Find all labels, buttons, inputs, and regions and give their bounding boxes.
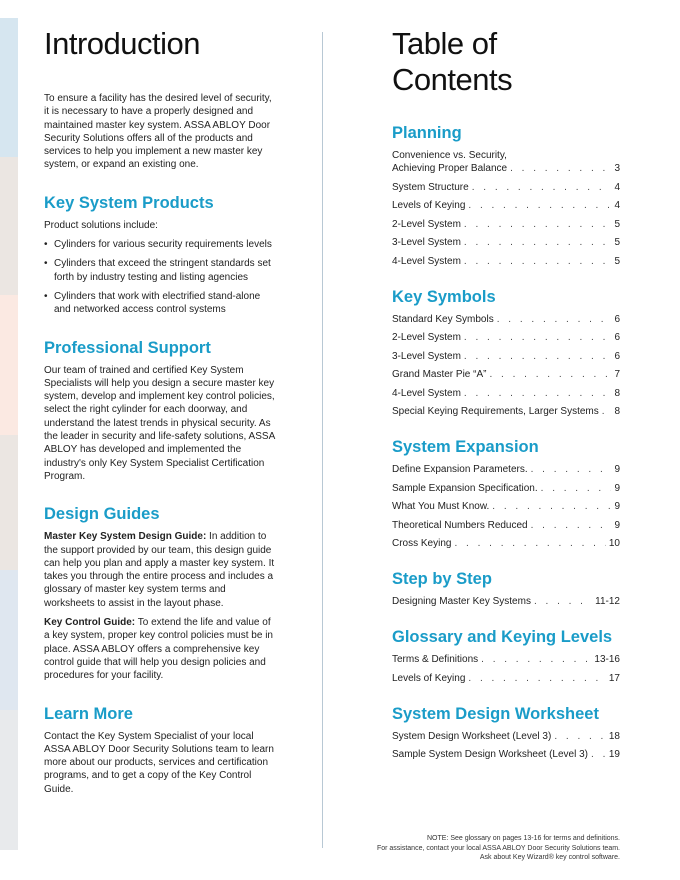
intro-paragraph: To ensure a facility has the desired level of security, it is necessary to have a properly designed and maintained master key system. ASSA ABLOY Door Security Solutions offers all of the products and services to help you implement a new master key system, or expand an existing one. — [44, 93, 272, 171]
leader-dots — [464, 387, 612, 400]
toc-page-number: 5 — [614, 255, 620, 267]
key-control-label: Key Control Guide: — [44, 617, 136, 629]
support-paragraph: Our team of trained and certified Key System Specialists will help you design a secure master key system, develop and implement key control policies, select the right cylinder for each doorway, and understand the latest trends in physical security. As the leader in security and life-safety solutions, ASSA ABLOY has developed and implemented the industry's only Key System Specialist Certification Program. — [44, 364, 275, 482]
toc-page-number: 11-12 — [595, 596, 620, 607]
toc-section-heading: Glossary and Keying Levels — [392, 628, 613, 646]
toc-entry-label: Levels of Keying — [392, 200, 466, 211]
list-item: • Cylinders that exceed the stringent standards set forth by industry testing and listing agencies — [44, 257, 276, 284]
toc-entry[interactable] — [392, 672, 620, 685]
toc-title: Table of Contents — [392, 26, 513, 97]
toc-entry-label: Designing Master Key Systems — [392, 596, 531, 607]
leader-dots — [489, 368, 611, 381]
toc-page-number: 6 — [614, 313, 620, 325]
toc-entry-label: System Design Worksheet (Level 3) — [392, 730, 552, 742]
toc-entry-label: Define Expansion Parameters. — [392, 464, 528, 475]
products-lead: Product solutions include: — [44, 219, 158, 231]
toc-page-number: 8 — [614, 406, 620, 417]
leader-dots — [464, 218, 612, 231]
toc-entry-label: 4-Level System — [392, 387, 461, 399]
leader-dots — [602, 405, 612, 418]
note-line: NOTE: See glossary on pages 13-16 for terms and definitions. — [427, 835, 620, 842]
key-system-products-heading: Key System Products — [44, 193, 214, 212]
toc-entry-label: Levels of Keying — [392, 672, 466, 684]
toc-entry[interactable] — [392, 482, 620, 495]
toc-page-number: 8 — [614, 387, 620, 399]
toc-entry-label: Terms & Definitions — [392, 654, 479, 665]
leader-dots — [541, 482, 612, 495]
toc-entry[interactable] — [392, 149, 620, 175]
toc-entry-label: Sample Expansion Specification. — [392, 482, 538, 494]
toc-entry[interactable] — [392, 255, 620, 268]
toc-entry-label: 2-Level System — [392, 332, 461, 343]
leader-dots — [464, 331, 612, 344]
learn-more-paragraph: Contact the Key System Specialist of your local ASSA ABLOY Door Security Solutions team to learn more about our products, services and certification programs, and to get a copy of the Key Control Guide. — [44, 730, 274, 795]
leader-dots — [531, 463, 612, 476]
toc-entry-label: What You Must Know. — [392, 501, 490, 512]
design-guides-heading: Design Guides — [44, 505, 160, 524]
leader-dots — [464, 255, 612, 268]
toc-page-number: 5 — [614, 237, 620, 248]
toc-entry-label: 2-Level System — [392, 218, 461, 230]
toc-page-number: 6 — [614, 350, 620, 362]
toc-entry-label: Grand Master Pie “A” — [392, 369, 487, 380]
leader-dots — [492, 500, 611, 513]
toc-entry[interactable] — [392, 387, 620, 400]
column-divider — [322, 32, 323, 848]
products-list — [44, 238, 276, 316]
design-guide-label: Master Key System Design Guide: — [44, 531, 207, 543]
toc-page-number: 4 — [614, 200, 620, 211]
toc-entry-label: Special Keying Requirements, Larger Systems — [392, 406, 599, 417]
color-stripe — [0, 570, 18, 710]
toc-entry-label: 3-Level System — [392, 237, 461, 248]
toc-entry[interactable] — [392, 500, 620, 513]
color-stripe — [0, 435, 18, 570]
toc-entry[interactable] — [392, 748, 620, 761]
leader-dots — [454, 537, 605, 550]
toc-entry-label: 3-Level System — [392, 350, 461, 362]
toc-page-number: 9 — [614, 519, 620, 531]
toc-page-number: 18 — [608, 730, 620, 742]
toc-page-number: 6 — [614, 332, 620, 343]
note-line: Ask about Key Wizard® key control software. — [479, 854, 620, 861]
toc-entry[interactable] — [392, 595, 620, 608]
leader-dots — [468, 199, 611, 212]
leader-dots — [464, 236, 612, 249]
toc-section-heading: System Design Worksheet — [392, 704, 599, 723]
key-control-paragraph — [44, 616, 276, 682]
toc-page-number: 19 — [608, 749, 620, 760]
toc-entry[interactable] — [392, 313, 620, 326]
learn-more-heading: Learn More — [44, 704, 133, 723]
toc-entry-label: Standard Key Symbols — [392, 313, 494, 325]
toc-page-number: 9 — [614, 501, 620, 512]
leader-dots — [497, 313, 612, 326]
leader-dots — [554, 730, 606, 743]
color-stripe — [0, 18, 18, 157]
leader-dots — [481, 653, 591, 666]
introduction-column — [44, 26, 276, 802]
toc-entry-label: 4-Level System — [392, 255, 461, 267]
toc-page-number: 4 — [614, 181, 620, 193]
introduction-title: Introduction — [44, 26, 200, 61]
toc-entry[interactable] — [392, 519, 620, 532]
toc-section-heading: Step by Step — [392, 570, 492, 588]
toc-page-number: 13-16 — [594, 654, 620, 665]
toc-section-heading: System Expansion — [392, 438, 539, 456]
toc-entry[interactable] — [392, 653, 620, 666]
list-item: • Cylinders that work with electrified stand-alone and networked access control systems — [44, 290, 276, 317]
leader-dots — [591, 748, 606, 761]
toc-entry[interactable] — [392, 463, 620, 476]
toc-entry[interactable] — [392, 368, 620, 381]
toc-entry[interactable] — [392, 218, 620, 231]
leader-dots — [464, 350, 612, 363]
professional-support-heading: Professional Support — [44, 338, 211, 357]
list-item: • Cylinders for various security requirements levels — [44, 238, 276, 251]
toc-entry[interactable] — [392, 350, 620, 363]
toc-page-number: 9 — [614, 464, 620, 475]
leader-dots — [472, 181, 612, 194]
leader-dots — [534, 595, 592, 608]
design-guide-paragraph — [44, 530, 276, 610]
leader-dots — [468, 672, 605, 685]
toc-page-number: 3 — [614, 163, 620, 174]
leader-dots — [510, 162, 611, 175]
toc-entry[interactable] — [392, 331, 620, 344]
toc-page-number: 9 — [614, 482, 620, 494]
design-guide-text: In addition to the support provided by our team, this design guide can help you plan and apply a master key system. It takes you through the entire process and includes a glossary of master key system terms and worksheets to assist in the layout phase. — [44, 531, 275, 609]
toc-entry[interactable] — [392, 537, 620, 550]
key-control-text: To extend the life and value of a key system, proper key control policies must be in place. ASSA ABLOY offers a comprehensive key control guide that will help you design policies and procedures for your facility. — [44, 617, 273, 682]
footer-note — [377, 834, 620, 863]
toc-entry-label: Convenience vs. Security, Achieving Proper Balance — [392, 150, 508, 174]
toc-page-number: 10 — [608, 538, 620, 549]
toc-entry[interactable] — [392, 730, 620, 743]
toc-entry-label: Cross Keying — [392, 538, 452, 549]
toc-entry-label: System Structure — [392, 181, 469, 193]
toc-entry-label: Sample System Design Worksheet (Level 3) — [392, 749, 589, 760]
toc-page-number: 5 — [614, 218, 620, 230]
color-stripe — [0, 157, 18, 295]
toc-page-number: 7 — [614, 369, 620, 380]
leader-dots — [531, 519, 612, 532]
toc-entry[interactable] — [392, 199, 620, 212]
color-stripe — [0, 710, 18, 850]
toc-entry[interactable] — [392, 236, 620, 249]
toc-page-number: 17 — [608, 672, 620, 684]
toc-section-heading: Key Symbols — [392, 287, 496, 306]
color-stripe — [0, 295, 18, 435]
note-line: For assistance, contact your local ASSA ABLOY Door Security Solutions team. — [376, 844, 620, 852]
toc-entry-label: Theoretical Numbers Reduced — [392, 519, 528, 531]
toc-entry[interactable] — [392, 181, 620, 194]
toc-section-heading: Planning — [392, 124, 462, 142]
table-of-contents — [392, 26, 620, 767]
toc-entry[interactable] — [392, 405, 620, 418]
